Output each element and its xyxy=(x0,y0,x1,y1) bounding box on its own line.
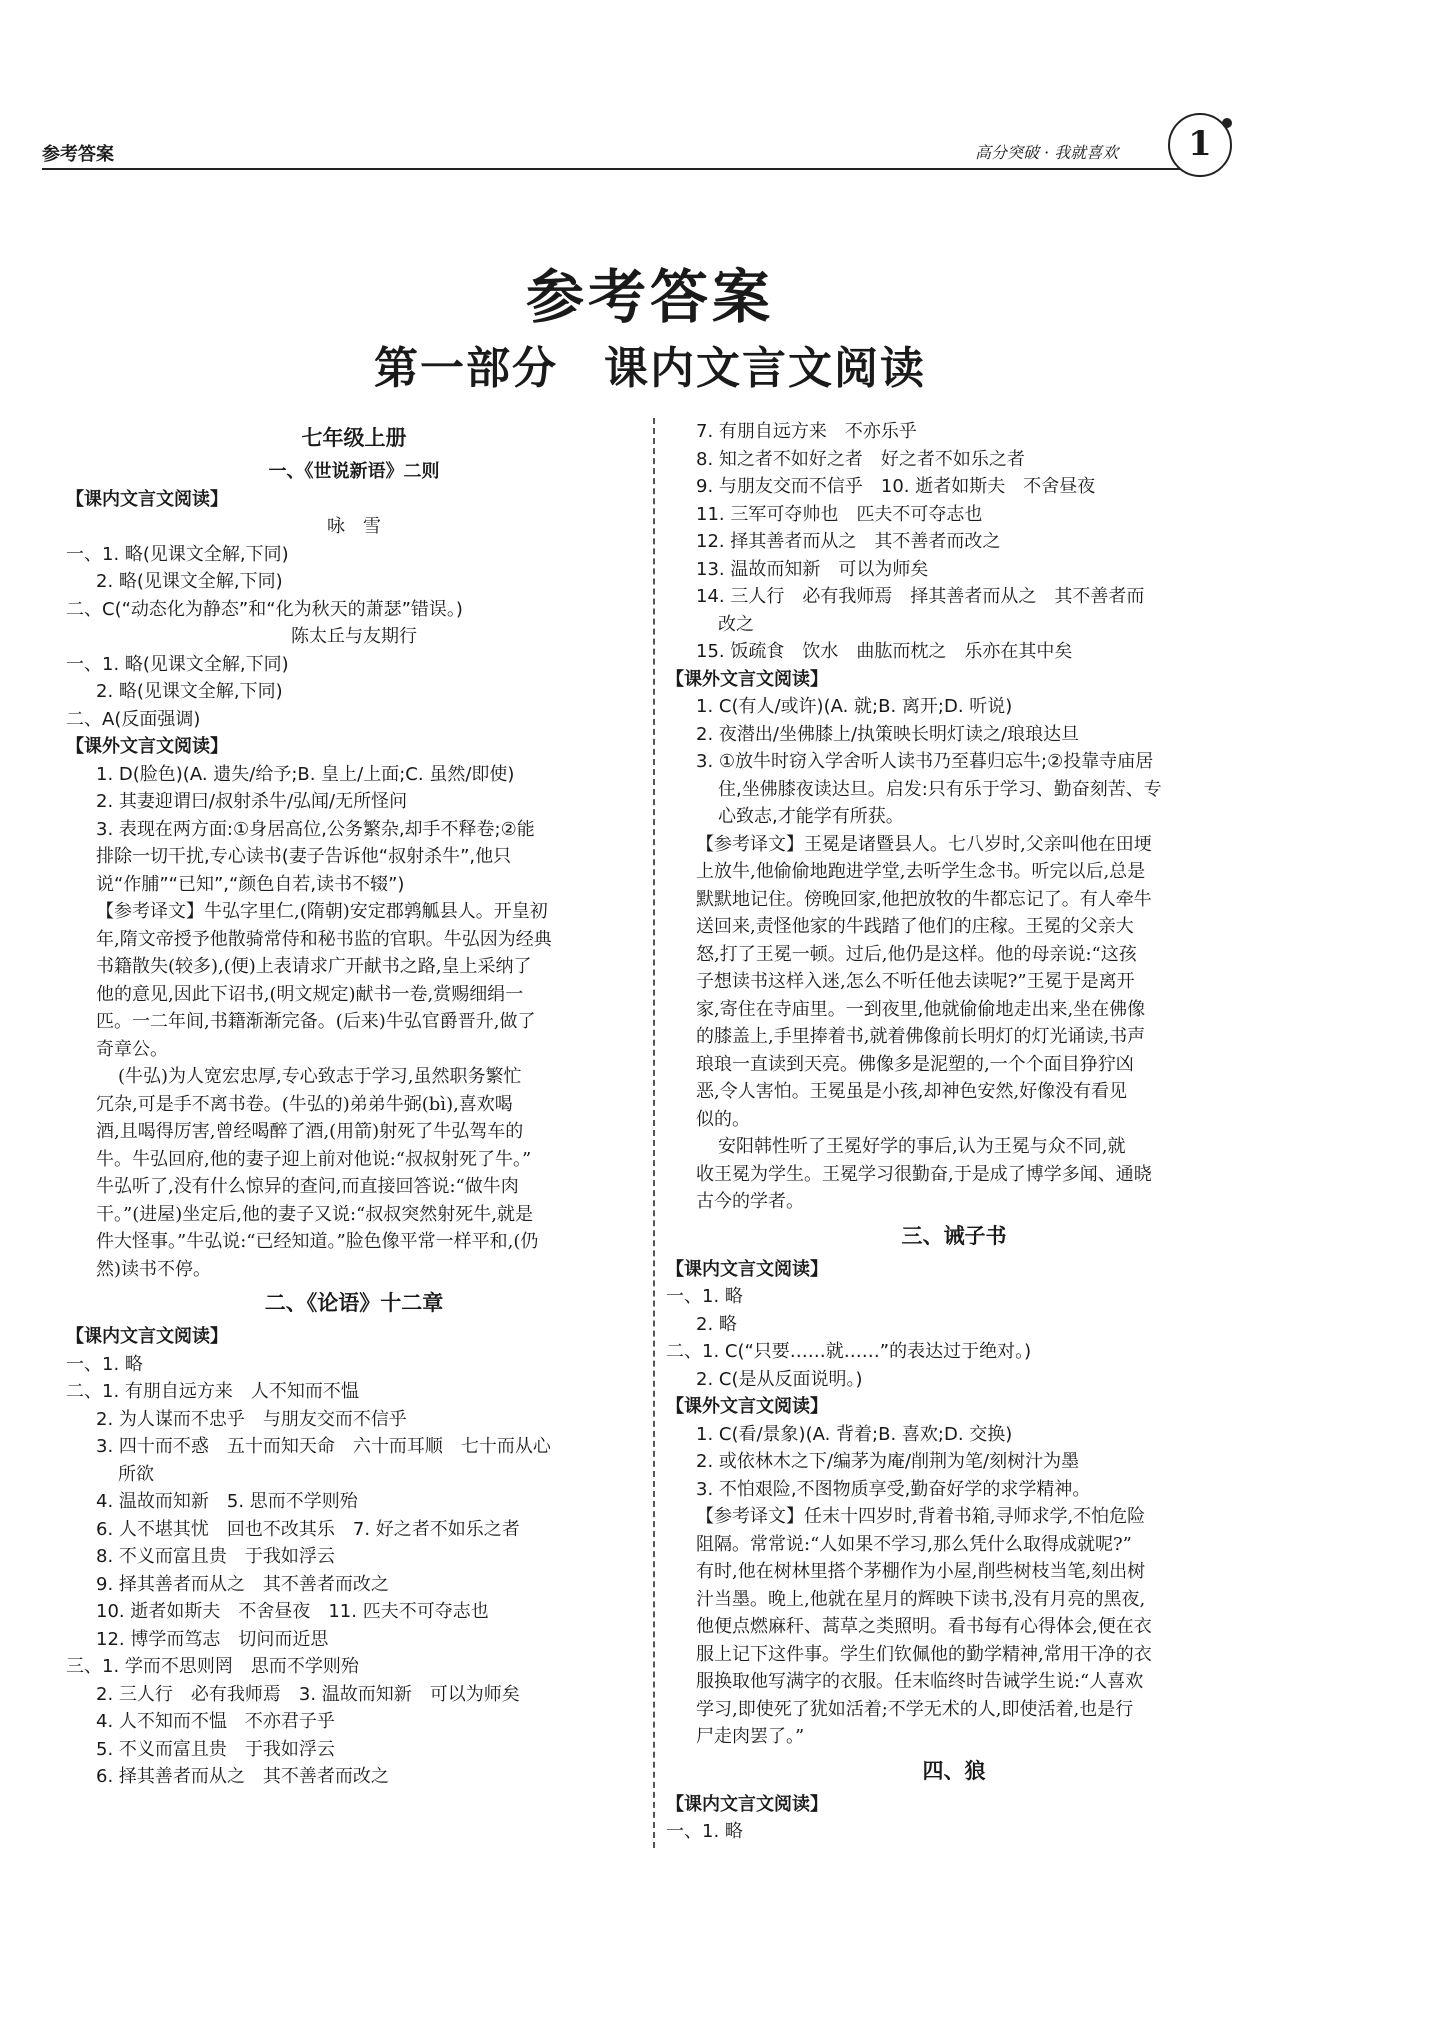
translation-line: 家,寄住在寺庙里。一到夜里,他就偷偷地走出来,坐在佛像 xyxy=(696,998,1146,1020)
answer-line: 所欲 xyxy=(118,1463,154,1485)
translation-line: 奇章公。 xyxy=(96,1038,168,1060)
section-heading: 二、《论语》十二章 xyxy=(264,1291,444,1315)
answer-line: 5. 不义而富且贵 于我如浮云 xyxy=(96,1738,335,1760)
translation-line: 琅琅一直读到天亮。佛像多是泥塑的,一个个面目狰狞凶 xyxy=(696,1053,1134,1075)
answer-line: 住,坐佛膝夜读达旦。启发:只有乐于学习、勤奋刻苦、专 xyxy=(718,778,1162,800)
translation-line: 怒,打了王冕一顿。过后,他仍是这样。他的母亲说:“这孩 xyxy=(696,943,1137,965)
answer-line: 3. 四十而不惑 五十而知天命 六十而耳顺 七十而从心 xyxy=(96,1436,551,1457)
translation-line: 匹。一二年间,书籍渐渐完备。(后来)牛弘官爵晋升,做了 xyxy=(96,1011,536,1032)
page-title: 参考答案 xyxy=(525,263,774,331)
answer-line: 一、1. 略(见课文全解,下同) xyxy=(66,653,289,675)
subsection-label: 【课外文言文阅读】 xyxy=(666,668,828,690)
translation-line: 年,隋文帝授予他散骑常侍和秘书监的官职。牛弘因为经典 xyxy=(96,928,552,950)
subsection-label: 【课外文言文阅读】 xyxy=(66,736,228,757)
answer-line: 10. 逝者如斯夫 不舍昼夜 11. 匹夫不可夺志也 xyxy=(96,1601,489,1622)
answer-line: 6. 择其善者而从之 其不善者而改之 xyxy=(96,1766,389,1787)
page-number-dot xyxy=(1222,118,1232,128)
translation-line: 【参考译文】任末十四岁时,背着书箱,寻师求学,不怕危险 xyxy=(696,1506,1146,1527)
answer-line: 1. C(有人/或许)(A. 就;B. 离开;D. 听说) xyxy=(696,696,1013,717)
translation-line: 【参考译文】牛弘字里仁,(隋朝)安定郡鹑觚县人。开皇初 xyxy=(96,901,548,922)
answer-line: 3. ①放牛时窃入学舍听人读书乃至暮归忘牛;②投靠寺庙居 xyxy=(696,751,1154,772)
translation-line: 子想读书这样入迷,怎么不听任他去读呢?”王冕于是离开 xyxy=(696,971,1135,992)
part-subtitle: 第一部分 课内文言文阅读 xyxy=(374,343,926,394)
translation-line: 冗杂,可是手不离书卷。(牛弘的)弟弟牛弼(bì),喜欢喝 xyxy=(96,1093,513,1115)
answer-line: 15. 饭疏食 饮水 曲肱而枕之 乐亦在其中矣 xyxy=(696,641,1073,662)
answer-line: 4. 人不知而不愠 不亦君子乎 xyxy=(96,1711,335,1732)
answer-line: 2. 为人谋而不忠乎 与朋友交而不信乎 xyxy=(96,1408,407,1430)
answer-line: 9. 择其善者而从之 其不善者而改之 xyxy=(96,1573,389,1595)
translation-line: 服换取他写满字的衣服。任末临终时告诫学生说:“人喜欢 xyxy=(696,1671,1144,1692)
answer-line: 2. 或依林木之下/编茅为庵/削荆为笔/刻树汁为墨 xyxy=(696,1451,1080,1472)
answer-line: 4. 温故而知新 5. 思而不学则殆 xyxy=(96,1491,358,1512)
answer-line: 8. 知之者不如好之者 好之者不如乐之者 xyxy=(696,448,1025,470)
answer-line: 7. 有朋自远方来 不亦乐乎 xyxy=(696,421,917,442)
translation-line: 酒,且喝得厉害,曾经喝醉了酒,(用箭)射死了牛弘驾车的 xyxy=(96,1121,524,1142)
answer-line: 说“作脯”“已知”,“颜色自若,读书不辍”) xyxy=(96,873,405,895)
translation-line: 默默地记住。傍晚回家,他把放牧的牛都忘记了。有人牵牛 xyxy=(696,888,1152,910)
translation-line: 汁当墨。晚上,他就在星月的辉映下读书,没有月亮的黑夜, xyxy=(696,1588,1146,1610)
answer-line: 2. 略 xyxy=(696,1313,737,1335)
answer-line: 陈太丘与友期行 xyxy=(291,626,417,647)
answer-line: 二、1. C(“只要……就……”的表达过于绝对。) xyxy=(666,1341,1032,1362)
translation-line: 似的。 xyxy=(696,1108,750,1130)
answer-line: 2. 略(见课文全解,下同) xyxy=(96,571,283,592)
answer-line: 二、C(“动态化为静态”和“化为秋天的萧瑟”错误。) xyxy=(66,598,463,620)
subsection-label: 一、《世说新语》二则 xyxy=(268,461,440,482)
answer-line: 2. 夜潜出/坐佛膝上/执策映长明灯读之/琅琅达旦 xyxy=(696,723,1080,745)
answer-line: 14. 三人行 必有我师焉 择其善者而从之 其不善者而 xyxy=(696,586,1145,607)
translation-line: 干。”(进屋)坐定后,他的妻子又说:“叔叔突然射死牛,就是 xyxy=(96,1203,533,1225)
section-heading: 七年级上册 xyxy=(301,426,407,450)
subsection-label: 【课内文言文阅读】 xyxy=(666,1258,828,1280)
answer-line: 6. 人不堪其忧 回也不改其乐 7. 好之者不如乐之者 xyxy=(96,1518,520,1540)
translation-line: 恶,令人害怕。王冕虽是小孩,却神色安然,好像没有看见 xyxy=(696,1081,1128,1102)
translation-line: 的膝盖上,手里捧着书,就着佛像前长明灯的灯光诵读,书声 xyxy=(696,1026,1146,1047)
translation-line: 阻隔。常常说:“人如果不学习,那么凭什么取得成就呢?” xyxy=(696,1533,1132,1555)
translation-line: 他的意见,因此下诏书,(明文规定)献书一卷,赏赐细绢一 xyxy=(96,983,524,1005)
answer-line: 二、1. 有朋自远方来 人不知而不愠 xyxy=(66,1381,359,1402)
translation-line: 牛。牛弘回府,他的妻子迎上前对他说:“叔叔射死了牛。” xyxy=(96,1148,532,1170)
answer-line: 11. 三军可夺帅也 匹夫不可夺志也 xyxy=(696,503,983,525)
translation-line: 服上记下这件事。学生们钦佩他的勤学精神,常用干净的衣 xyxy=(696,1643,1152,1665)
answer-line: 3. 表现在两方面:①身居高位,公务繁杂,却手不释卷;②能 xyxy=(96,818,535,840)
answer-line: 改之 xyxy=(718,613,754,635)
answer-line: 8. 不义而富且贵 于我如浮云 xyxy=(96,1546,335,1567)
translation-line: 有时,他在树林里搭个茅棚作为小屋,削些树枝当笔,刻出树 xyxy=(696,1561,1146,1582)
translation-line: 然)读书不停。 xyxy=(96,1258,212,1280)
subsection-label: 【课内文言文阅读】 xyxy=(66,488,228,510)
translation-line: 收王冕为学生。王冕学习很勤奋,于是成了博学多闻、通晓 xyxy=(696,1163,1152,1185)
section-heading: 四、狼 xyxy=(922,1758,986,1783)
answer-line: 一、1. 略 xyxy=(666,1286,743,1307)
answer-line: 13. 温故而知新 可以为师矣 xyxy=(696,558,929,580)
answer-line: 2. 略(见课文全解,下同) xyxy=(96,681,283,702)
answer-line: 咏 雪 xyxy=(327,516,381,537)
left-column xyxy=(66,418,642,1791)
subsection-label: 【课内文言文阅读】 xyxy=(66,1326,228,1347)
running-header-right: 高分突破 · 我就喜欢 xyxy=(975,143,1119,162)
answer-line: 12. 博学而笃志 切问而近思 xyxy=(96,1628,329,1650)
translation-line: 上放牛,他偷偷地跑进学堂,去听学生念书。听完以后,总是 xyxy=(696,861,1146,882)
answer-line: 2. C(是从反面说明。) xyxy=(696,1368,863,1390)
translation-line: 件大怪事。”牛弘说:“已经知道。”脸色像平常一样平和,(仍 xyxy=(96,1231,539,1252)
subsection-label: 【课内文言文阅读】 xyxy=(666,1793,828,1815)
answer-line: 2. 三人行 必有我师焉 3. 温故而知新 可以为师矣 xyxy=(96,1683,520,1705)
header-rule xyxy=(42,168,1190,170)
page-number: 1 xyxy=(1168,113,1232,177)
translation-line: 学习,即使死了犹如活着;不学无术的人,即使活着,也是行 xyxy=(696,1698,1134,1720)
section-heading: 三、诫子书 xyxy=(901,1223,1007,1248)
right-column xyxy=(666,418,1242,1846)
running-header-left: 参考答案 xyxy=(42,144,114,165)
column-divider xyxy=(653,418,655,1848)
answer-line: 9. 与朋友交而不信乎 10. 逝者如斯夫 不舍昼夜 xyxy=(696,476,1096,497)
translation-line: 尸走肉罢了。” xyxy=(696,1726,805,1747)
translation-line: 送回来,责怪他家的牛践踏了他们的庄稼。王冕的父亲大 xyxy=(696,916,1134,937)
answer-line: 一、1. 略(见课文全解,下同) xyxy=(66,543,289,565)
translation-line: 他便点燃麻秆、蒿草之类照明。看书每有心得体会,便在衣 xyxy=(696,1616,1152,1637)
answer-line: 心致志,才能学有所获。 xyxy=(718,806,904,827)
subsection-label: 【课外文言文阅读】 xyxy=(666,1396,828,1417)
answer-line: 3. 不怕艰险,不图物质享受,勤奋好学的求学精神。 xyxy=(696,1478,1091,1500)
answer-line: 二、A(反面强调) xyxy=(66,708,201,730)
translation-line: 【参考译文】王冕是诸暨县人。七八岁时,父亲叫他在田埂 xyxy=(696,833,1152,855)
translation-line: 古今的学者。 xyxy=(696,1191,804,1212)
answer-line: 2. 其妻迎谓曰/叔射杀牛/弘闻/无所怪问 xyxy=(96,791,408,812)
translation-line: 书籍散失(较多),(便)上表请求广开献书之路,皇上采纳了 xyxy=(96,956,532,977)
translation-line: 牛弘听了,没有什么惊异的查问,而直接回答说:“做牛肉 xyxy=(96,1176,519,1197)
translation-line: 安阳韩性听了王冕好学的事后,认为王冕与众不同,就 xyxy=(718,1136,1126,1157)
answer-line: 一、1. 略 xyxy=(666,1821,743,1842)
answer-line: 排除一切干扰,专心读书(妻子告诉他“叔射杀牛”,他只 xyxy=(96,846,512,867)
answer-line: 一、1. 略 xyxy=(66,1353,143,1375)
answer-line: 12. 择其善者而从之 其不善者而改之 xyxy=(696,531,1001,552)
translation-line: (牛弘)为人宽宏忠厚,专心致志于学习,虽然职务繁忙 xyxy=(118,1066,522,1087)
answer-line: 1. C(看/景象)(A. 背着;B. 喜欢;D. 交换) xyxy=(696,1423,1013,1445)
answer-line: 三、1. 学而不思则罔 思而不学则殆 xyxy=(66,1656,359,1677)
answer-line: 1. D(脸色)(A. 遗失/给予;B. 皇上/上面;C. 虽然/即使) xyxy=(96,763,515,785)
